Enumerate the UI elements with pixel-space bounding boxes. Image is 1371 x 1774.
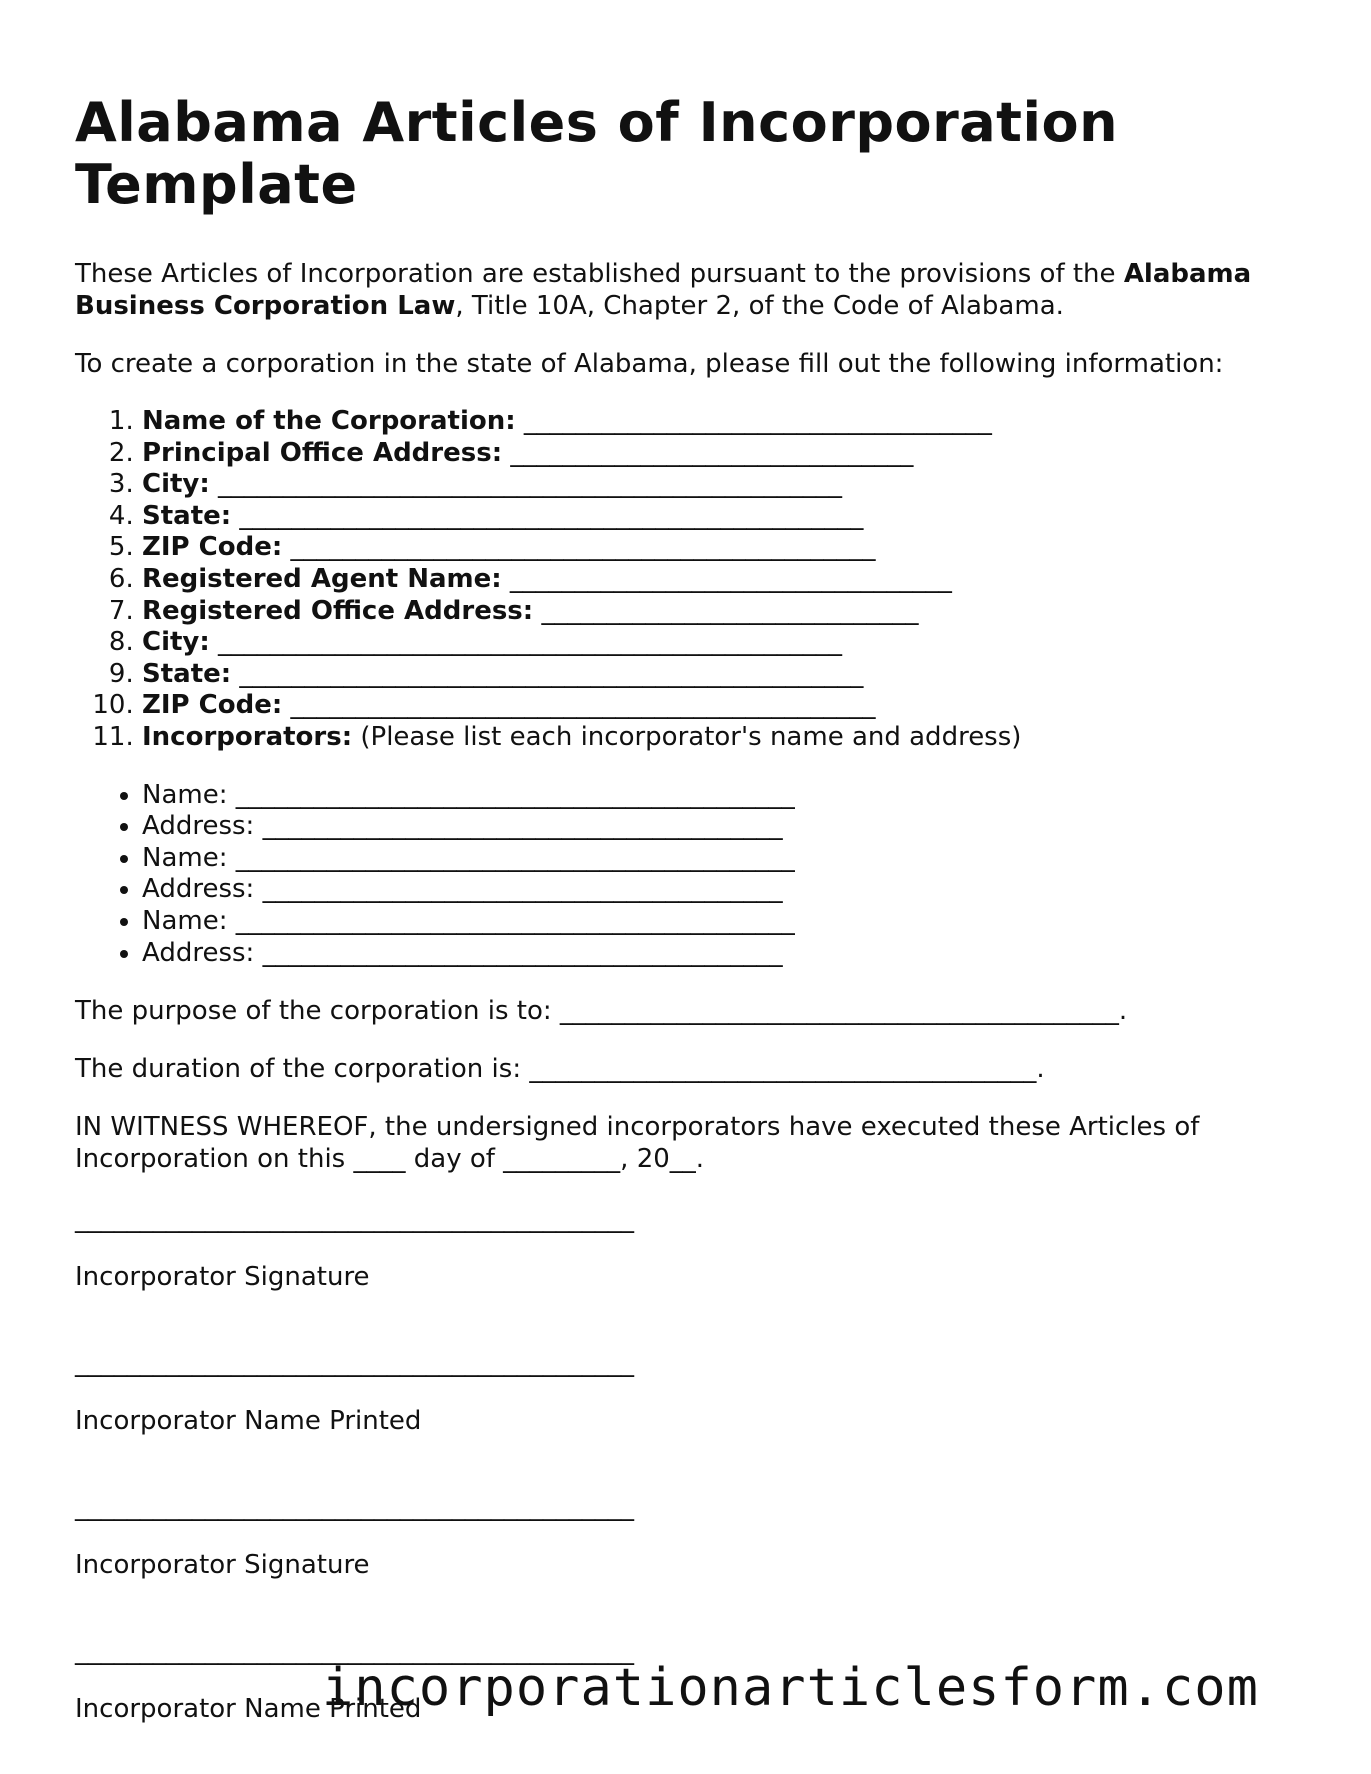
document-page	[75, 92, 1305, 1725]
site-watermark: incorporationarticlesform.com	[322, 1658, 1259, 1718]
field-blank[interactable]: __________________________________	[501, 563, 952, 594]
duration-line[interactable]: The duration of the corporation is: _______________________________________.	[75, 1054, 1045, 1085]
field-blank[interactable]: _____________________________________________	[282, 690, 876, 721]
incorporator-name-line[interactable]: • Name: ___________________________________________	[142, 780, 1305, 812]
incorporator-name-line[interactable]: • Name: ___________________________________________	[142, 843, 1305, 875]
intro-text-before: These Articles of Incorporation are established pursuant to the provisions of the	[75, 259, 1124, 289]
incorporator-address-line[interactable]: • Address: ________________________________________	[142, 938, 1305, 970]
field-label: State:	[142, 500, 232, 531]
field-zip[interactable]	[142, 532, 1305, 564]
field-blank[interactable]: ________________________________________________	[231, 658, 864, 689]
field-registered-state[interactable]	[142, 659, 1305, 691]
intro-law-name: Alabama Business Corporation Law	[75, 259, 1252, 321]
field-agent-name[interactable]	[142, 564, 1305, 596]
field-label: Name of the Corporation:	[142, 406, 516, 436]
field-blank[interactable]: _____________________________	[533, 595, 919, 626]
incorporators-list	[75, 780, 1305, 970]
signature-label: Incorporator Name Printed	[75, 1694, 422, 1725]
incorporator-name-line[interactable]: • Name: ___________________________________________	[142, 906, 1305, 938]
field-label: Registered Office Address:	[142, 595, 534, 626]
signature-line[interactable]: ___________________________________________	[75, 1492, 634, 1523]
field-registered-zip[interactable]	[142, 690, 1305, 722]
field-city[interactable]	[142, 469, 1305, 501]
field-label: State:	[142, 658, 232, 689]
field-blank[interactable]: ________________________________________________	[209, 627, 843, 658]
signature-label: Incorporator Name Printed	[75, 1406, 422, 1437]
field-label: Registered Agent Name:	[142, 563, 502, 594]
signature-line[interactable]: ___________________________________________	[75, 1348, 634, 1379]
field-state[interactable]	[142, 501, 1305, 533]
field-registered-office[interactable]	[142, 596, 1305, 628]
field-label: City:	[142, 469, 210, 500]
field-blank[interactable]: ________________________________________________	[231, 500, 864, 531]
field-blank[interactable]: _______________________________	[502, 437, 914, 468]
field-blank[interactable]: ________________________________________________	[209, 469, 843, 500]
signature-label: Incorporator Signature	[75, 1550, 370, 1581]
signature-line[interactable]: ___________________________________________	[75, 1204, 634, 1235]
witness-paragraph: IN WITNESS WHEREOF, the undersigned incorporators have executed these Articles of Incorporation on this ____ day of _________, 20__.	[75, 1112, 1200, 1175]
field-principal-office[interactable]	[142, 438, 1305, 470]
incorporator-address-line[interactable]: • Address: ________________________________________	[142, 874, 1305, 906]
instruction-paragraph: To create a corporation in the state of Alabama, please fill out the following information:	[75, 349, 1224, 379]
signature-line[interactable]: ___________________________________________	[75, 1636, 634, 1667]
field-label: ZIP Code:	[142, 690, 283, 721]
field-registered-city[interactable]	[142, 627, 1305, 659]
field-corporation-name[interactable]	[142, 406, 1305, 438]
intro-paragraph	[75, 258, 1305, 322]
page-title: Alabama Articles of Incorporation Template	[75, 91, 1119, 216]
field-blank[interactable]: ____________________________________	[515, 406, 992, 436]
field-label: City:	[142, 627, 210, 658]
purpose-line[interactable]: The purpose of the corporation is to: ___________________________________________.	[75, 996, 1128, 1027]
field-label: Principal Office Address:	[142, 437, 503, 468]
field-blank[interactable]: _____________________________________________	[282, 532, 876, 563]
field-label: Incorporators:	[142, 721, 353, 752]
fields-list	[75, 406, 1305, 754]
signature-label: Incorporator Signature	[75, 1262, 370, 1293]
field-label: ZIP Code:	[142, 532, 283, 563]
field-incorporators	[142, 722, 1305, 754]
intro-text-after: , Title 10A, Chapter 2, of the Code of Alabama.	[455, 291, 1064, 321]
incorporator-address-line[interactable]: • Address: ________________________________________	[142, 811, 1305, 843]
field-note: (Please list each incorporator's name and address)	[352, 721, 1022, 752]
